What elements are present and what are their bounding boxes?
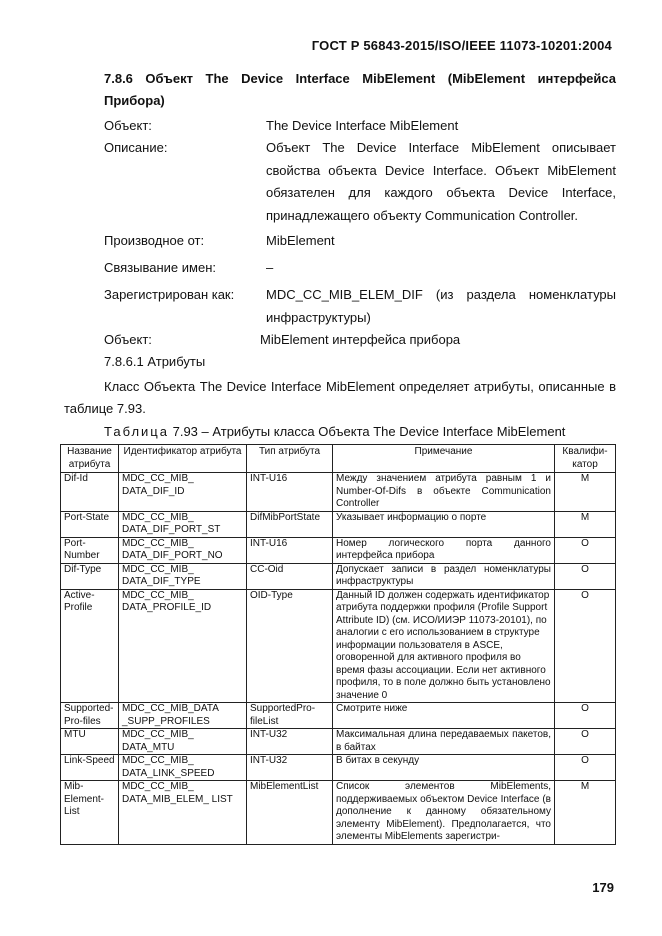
table-row [61, 729, 616, 755]
cell-identifier: MDC_CC_MIB_ DATA_DIF_PORT_NO [119, 537, 247, 563]
cell-note: Указывает информацию о порте [333, 511, 555, 537]
field-value: Объект The Device Interface MibElement описывает свойства объекта Device Interface. Объект MibElement обязателен для каждого объекта Device Interface, принадлежащего объекту Communication Controller. [266, 140, 616, 223]
cell-name: Active-Profile [61, 589, 119, 703]
table-row [61, 781, 616, 845]
cell-name: Dif-Id [61, 473, 119, 512]
cell-type: MibElementList [247, 781, 333, 845]
table-row [61, 537, 616, 563]
subsection-heading: 7.8.6.1 Атрибуты [104, 354, 206, 369]
cell-type: INT-U32 [247, 729, 333, 755]
field-value: MibElement [266, 233, 335, 248]
header-identifier: Идентификатор атрибута [119, 445, 247, 473]
cell-identifier: MDC_CC_MIB_ DATA_DIF_TYPE [119, 563, 247, 589]
cell-qualifier: M [555, 473, 616, 512]
cell-qualifier: M [555, 781, 616, 845]
caption-prefix: Таблица [104, 424, 169, 439]
section-title: 7.8.6 Объект The Device Interface MibElement (MibElement интерфейса Прибора) [104, 71, 616, 108]
table-header-row [61, 445, 616, 473]
cell-type: CC-Oid [247, 563, 333, 589]
cell-note: Допускает записи в раздел номенклатуры инфраструктуры [333, 563, 555, 589]
document-header: ГОСТ Р 56843-2015/ISO/IEEE 11073-10201:2004 [311, 38, 612, 53]
cell-type: OID-Type [247, 589, 333, 703]
cell-qualifier: O [555, 537, 616, 563]
header-name: Название атрибута [61, 445, 119, 473]
cell-name: Port-Number [61, 537, 119, 563]
cell-qualifier: O [555, 729, 616, 755]
cell-qualifier: M [555, 511, 616, 537]
cell-type: INT-U16 [247, 473, 333, 512]
table-row [61, 589, 616, 703]
cell-note: Данный ID должен содержать идентификатор атрибута поддержки профиля (Profile Support Attribute ID) (см. ИСО/ИИЭР 11073-20101), по аналогии с его использованием в структуре информации пользователя в ASCE, оговоренной для активного профиля во время фазы ассоциации. Если нет активного профиля, то в поле должно быть установлено значение 0 [333, 589, 555, 703]
field-label: Производное от: [104, 233, 205, 248]
cell-note: Номер логического порта данного интерфейса прибора [333, 537, 555, 563]
cell-qualifier: O [555, 755, 616, 781]
cell-note: Между значением атрибута равным 1 и Number-Of-Difs в объекте Communication Controller [333, 473, 555, 512]
cell-note: В битах в секунду [333, 755, 555, 781]
header-note: Примечание [333, 445, 555, 473]
cell-name: Supported-Pro-files [61, 703, 119, 729]
cell-qualifier: O [555, 563, 616, 589]
attributes-table [60, 444, 616, 845]
object-line-value: MibElement интерфейса прибора [260, 332, 461, 347]
field-value: MDC_CC_MIB_ELEM_DIF (из раздела номенклатуры инфраструктуры) [266, 287, 616, 325]
cell-identifier: MDC_CC_MIB_ DATA_DIF_ID [119, 473, 247, 512]
intro-paragraph: Класс Объекта The Device Interface MibElement определяет атрибуты, описанные в таблице 7.93. [64, 379, 616, 416]
cell-name: Port-State [61, 511, 119, 537]
cell-name: Link-Speed [61, 755, 119, 781]
cell-identifier: MDC_CC_MIB_ DATA_DIF_PORT_ST [119, 511, 247, 537]
cell-type: DifMibPortState [247, 511, 333, 537]
table-row [61, 563, 616, 589]
caption-text: 7.93 – Атрибуты класса Объекта The Device Interface MibElement [172, 424, 566, 439]
cell-type: INT-U16 [247, 537, 333, 563]
cell-type: SupportedPro-fileList [247, 703, 333, 729]
field-value: – [266, 260, 274, 275]
cell-name: Dif-Type [61, 563, 119, 589]
object-line-label: Объект: [104, 332, 152, 347]
table-row [61, 703, 616, 729]
table-row [61, 511, 616, 537]
cell-identifier: MDC_CC_MIB_ DATA_MTU [119, 729, 247, 755]
table-row [61, 473, 616, 512]
cell-identifier: MDC_CC_MIB_DATA _SUPP_PROFILES [119, 703, 247, 729]
cell-identifier: MDC_CC_MIB_ DATA_LINK_SPEED [119, 755, 247, 781]
cell-name: MTU [61, 729, 119, 755]
cell-qualifier: O [555, 703, 616, 729]
field-label: Описание: [104, 140, 168, 155]
cell-name: Mib-Element-List [61, 781, 119, 845]
field-value: The Device Interface MibElement [266, 118, 459, 133]
field-label: Объект: [104, 118, 152, 133]
cell-identifier: MDC_CC_MIB_ DATA_PROFILE_ID [119, 589, 247, 703]
header-type: Тип атрибута [247, 445, 333, 473]
page-number: 179 [592, 880, 614, 895]
field-label: Зарегистрирован как: [104, 287, 235, 302]
cell-qualifier: O [555, 589, 616, 703]
cell-note: Максимальная длина передаваемых пакетов, в байтах [333, 729, 555, 755]
cell-note: Смотрите ниже [333, 703, 555, 729]
cell-type: INT-U32 [247, 755, 333, 781]
table-caption [104, 424, 565, 440]
table-row [61, 755, 616, 781]
cell-identifier: MDC_CC_MIB_ DATA_MIB_ELEM_ LIST [119, 781, 247, 845]
field-label: Связывание имен: [104, 260, 216, 275]
cell-note: Список элементов MibElements, поддерживаемых объектом Device Interface (в дополнение к данному обязательному элементу MibElement). Предполагается, что элементы MibElements зарегистри- [333, 781, 555, 845]
header-qualifier: Квалифи-катор [555, 445, 616, 473]
